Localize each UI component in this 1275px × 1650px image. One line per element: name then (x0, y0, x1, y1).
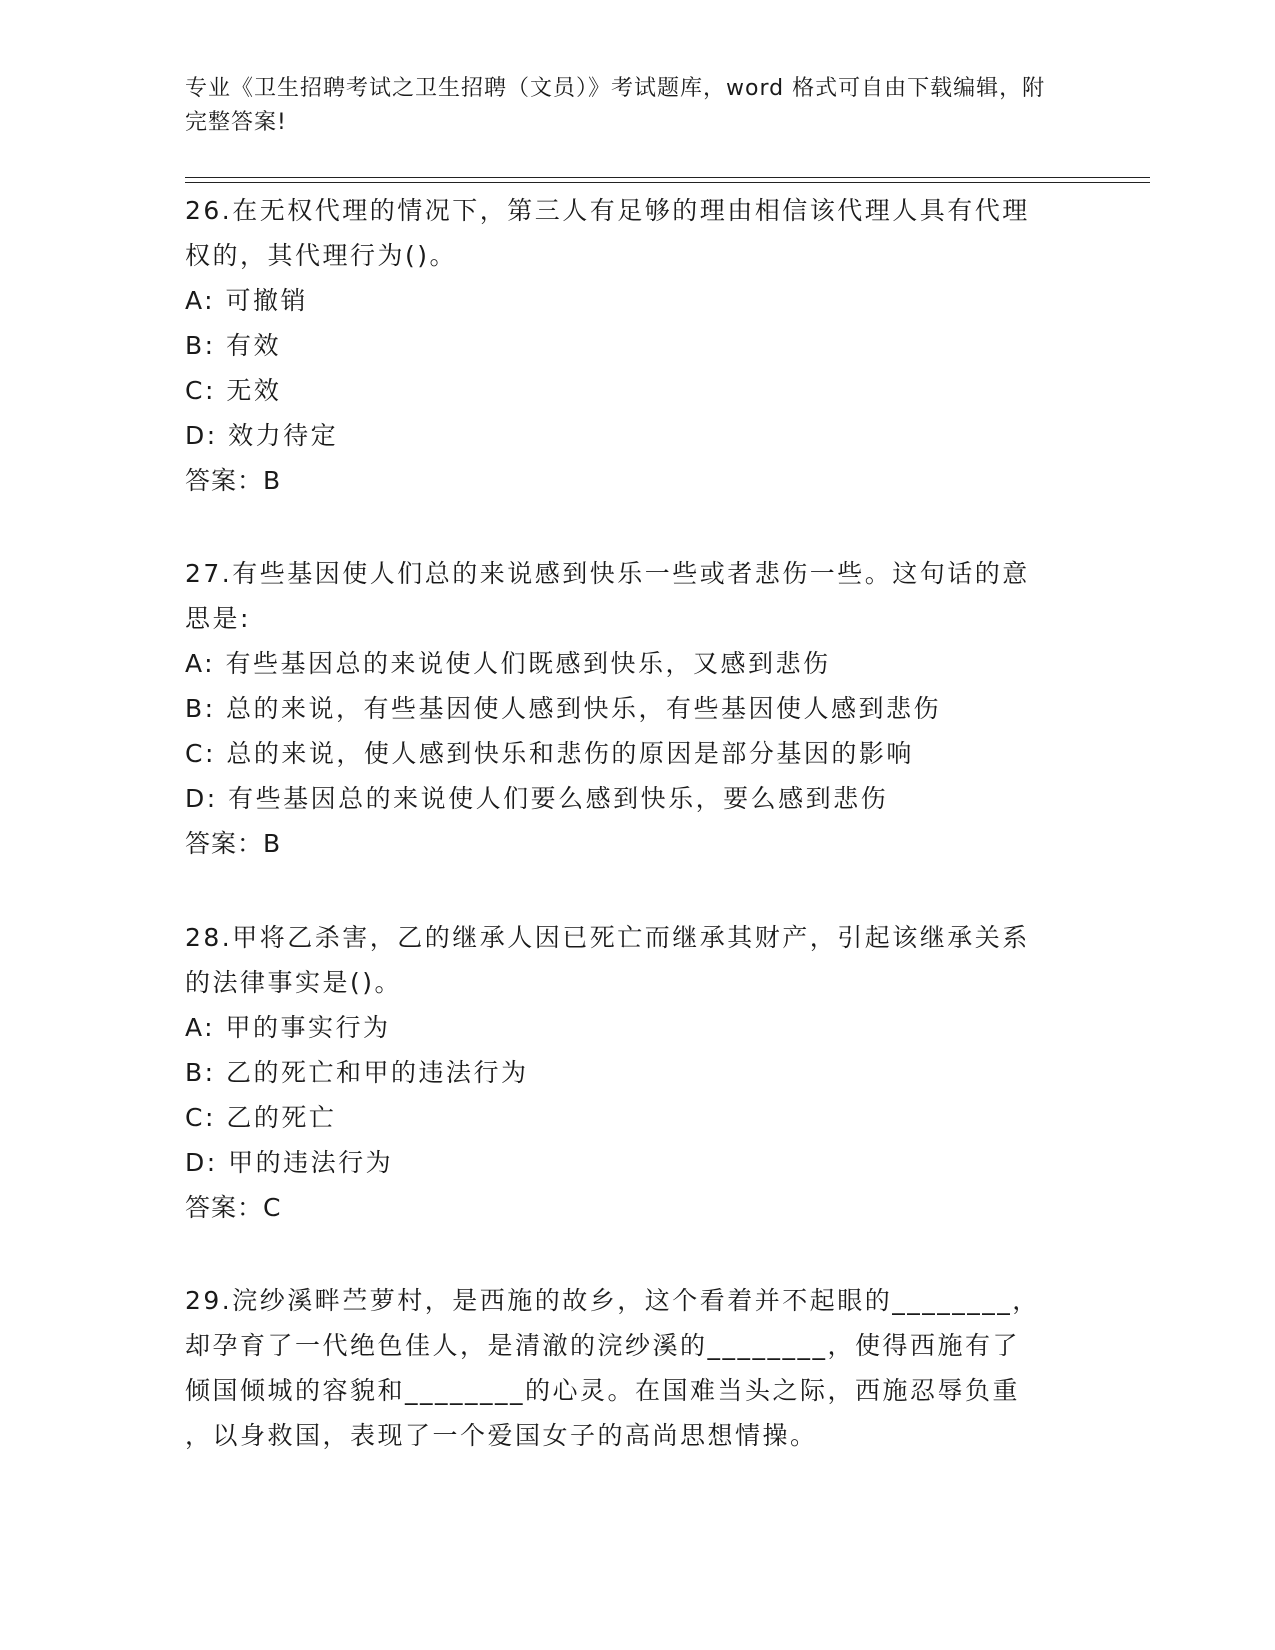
header-text: 专业《卫生招聘考试之卫生招聘（文员）》考试题库，word 格式可自由下载编辑，附完整答案! (185, 76, 1046, 135)
question-stem: 的法律事实是()。 (185, 968, 403, 997)
header-divider-bottom (185, 182, 1150, 183)
question-stem: 思是: (185, 604, 251, 633)
option-b: B: 有效 (185, 331, 282, 360)
answer-label: 答案：C (185, 1193, 282, 1222)
option-a: A: 有些基因总的来说使人们既感到快乐，又感到悲伤 (185, 649, 831, 678)
option-d: D: 效力待定 (185, 421, 339, 450)
option-b: B: 总的来说，有些基因使人感到快乐，有些基因使人感到悲伤 (185, 694, 942, 723)
question-stem: 29.浣纱溪畔苎萝村，是西施的故乡，这个看着并不起眼的________， (185, 1286, 1040, 1315)
option-d: D: 有些基因总的来说使人们要么感到快乐，要么感到悲伤 (185, 784, 889, 813)
question-stem: 却孕育了一代绝色佳人，是清澈的浣纱溪的________，使得西施有了 (185, 1331, 1021, 1360)
header-divider-top (185, 177, 1150, 178)
question-stem: 28.甲将乙杀害，乙的继承人因已死亡而继承其财产，引起该继承关系 (185, 923, 1030, 952)
question-stem: 26.在无权代理的情况下，第三人有足够的理由相信该代理人具有代理 (185, 196, 1030, 225)
question-27 (185, 551, 1085, 866)
question-stem: 倾国倾城的容貌和________的心灵。在国难当头之际，西施忍辱负重 (185, 1376, 1021, 1405)
option-c: C: 总的来说，使人感到快乐和悲伤的原因是部分基因的影响 (185, 739, 914, 768)
question-stem: ，以身救国，表现了一个爱国女子的高尚思想情操。 (185, 1421, 818, 1450)
option-d: D: 甲的违法行为 (185, 1148, 394, 1177)
option-a: A: 可撤销 (185, 286, 309, 315)
question-26 (185, 188, 1085, 503)
question-stem: 权的，其代理行为()。 (185, 241, 458, 270)
question-stem: 27.有些基因使人们总的来说感到快乐一些或者悲伤一些。这句话的意 (185, 559, 1030, 588)
option-c: C: 乙的死亡 (185, 1103, 337, 1132)
option-c: C: 无效 (185, 376, 282, 405)
answer-label: 答案：B (185, 829, 282, 858)
document-header (185, 72, 1065, 140)
answer-label: 答案：B (185, 466, 282, 495)
question-28 (185, 915, 1085, 1230)
question-29 (185, 1278, 1085, 1458)
option-a: A: 甲的事实行为 (185, 1013, 391, 1042)
option-b: B: 乙的死亡和甲的违法行为 (185, 1058, 529, 1087)
